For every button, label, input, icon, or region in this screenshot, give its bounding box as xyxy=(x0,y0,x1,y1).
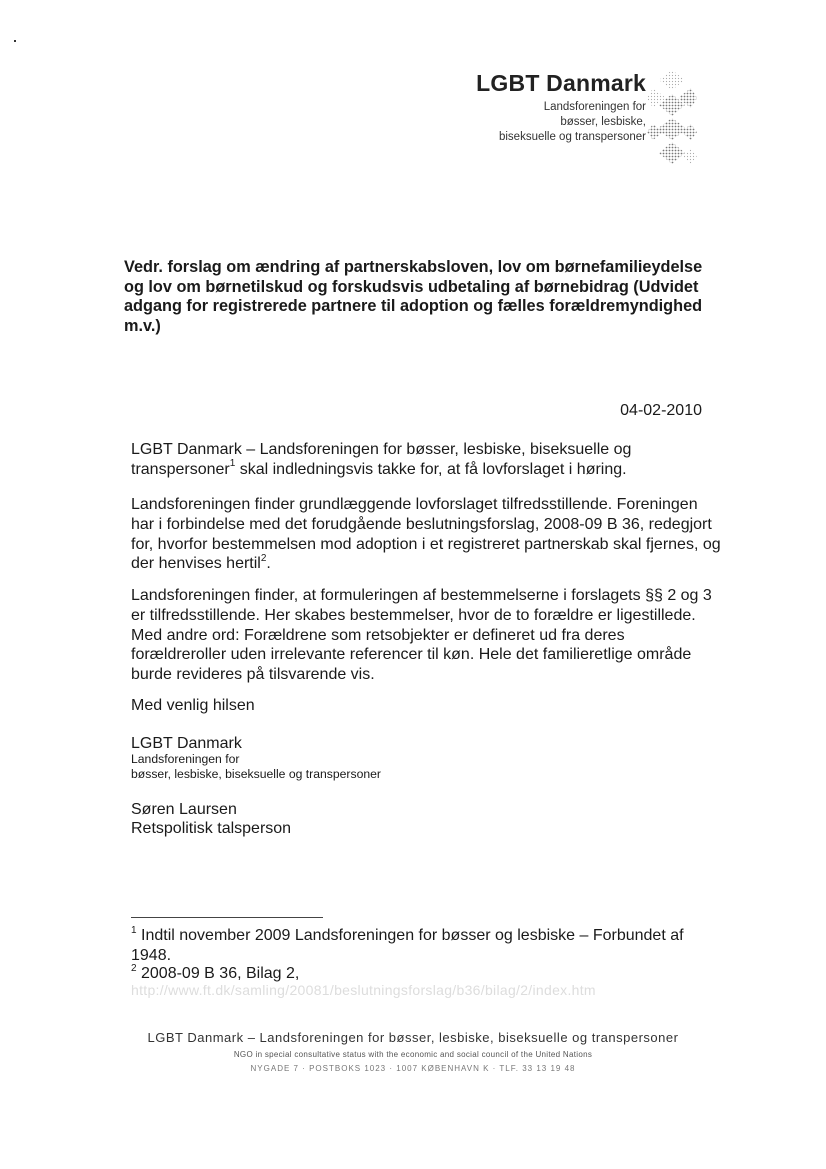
signer-title: Retspolitisk talsperson xyxy=(131,820,292,837)
footnote-2-link[interactable]: http://www.ft.dk/samling/20081/beslutningsforslag/b36/bilag/2/index.htm xyxy=(131,982,596,998)
closing-org-sub-2: bøsser, lesbiske, biseksuelle og transpersoner xyxy=(131,767,381,781)
footnote-2-text: 2008-09 B 36, Bilag 2, xyxy=(136,965,300,982)
body-paragraph-2 xyxy=(131,495,721,574)
footnote-1 xyxy=(131,926,721,965)
tagline-line-3: biseksuelle og transpersoner xyxy=(498,131,646,143)
scan-speck xyxy=(14,40,16,42)
body-paragraph-3: Landsforeningen finder, at formuleringen af bestemmelserne i forslagets §§ 2 og 3 er tilfredsstillende. Her skabes bestemmelser, hvor de to forældre er ligestillede. Med andre ord: Forældrene som retsobjekter er defineret ud fra deres forældreroller uden irrelevante referencer til køn. Hele det familieretlige område burde revideres på tilsvarende vis. xyxy=(131,587,712,684)
body-paragraph-2-text-end: . xyxy=(266,555,271,573)
footnote-2-number: 2 xyxy=(131,962,137,974)
closing-org-sub-1: Landsforeningen for xyxy=(131,752,240,766)
footnote-divider xyxy=(131,917,323,918)
diamond-pattern-logo-icon xyxy=(647,68,697,178)
brand-name: LGBT Danmark xyxy=(476,70,646,96)
footnote-1-number: 1 xyxy=(131,924,137,936)
closing-org: LGBT Danmark xyxy=(131,735,242,752)
footer-ngo-line: NGO in special consultative status with the economic and social council of the United Nations xyxy=(233,1050,593,1059)
footer-address-line: NYGADE 7 · POSTBOKS 1023 · 1007 KØBENHAVN K · TLF. 33 13 19 48 xyxy=(250,1064,576,1073)
closing-greeting: Med venlig hilsen xyxy=(131,697,255,714)
body-paragraph-1-text-end: skal indledningsvis takke for, at få lovforslaget i høring. xyxy=(235,460,627,478)
body-paragraph-1 xyxy=(131,440,721,480)
body-paragraph-2-text: Landsforeningen finder grundlæggende lovforslaget tilfredsstillende. Foreningen har i forbindelse med det forudgående beslutningsforslag, 2008-09 B 36, redegjort for, hvorfor bestemmelsen mod adoption i et registreret partnerskab skal fjernes, og der henvises hertil xyxy=(131,496,721,573)
signer-name: Søren Laursen xyxy=(131,801,237,818)
footnote-2 xyxy=(131,964,721,984)
footnote-ref-2: 2 xyxy=(260,553,267,565)
footer-org-line: LGBT Danmark – Landsforeningen for bøsser, lesbiske, biseksuelle og transpersoner xyxy=(147,1030,679,1045)
subject-heading: Vedr. forslag om ændring af partnerskabsloven, lov om børnefamilieydelse og lov om børnetilskud og forskudsvis udbetaling af børnebidrag (Udvidet adgang for registrerede partnere til adoption og fælles forældremyndighed m.v.) xyxy=(124,258,703,335)
footnote-1-text: Indtil november 2009 Landsforeningen for bøsser og lesbiske – Forbundet af 1948. xyxy=(131,927,684,964)
footnote-ref-1: 1 xyxy=(229,458,236,470)
body-paragraph-1-text: LGBT Danmark – Landsforeningen for bøsser, lesbiske, biseksuelle og transpersoner xyxy=(131,441,632,478)
tagline-line-2: bøsser, lesbiske, xyxy=(560,116,646,128)
letter-date: 04-02-2010 xyxy=(620,402,702,419)
tagline-line-1: Landsforeningen for xyxy=(543,101,646,113)
